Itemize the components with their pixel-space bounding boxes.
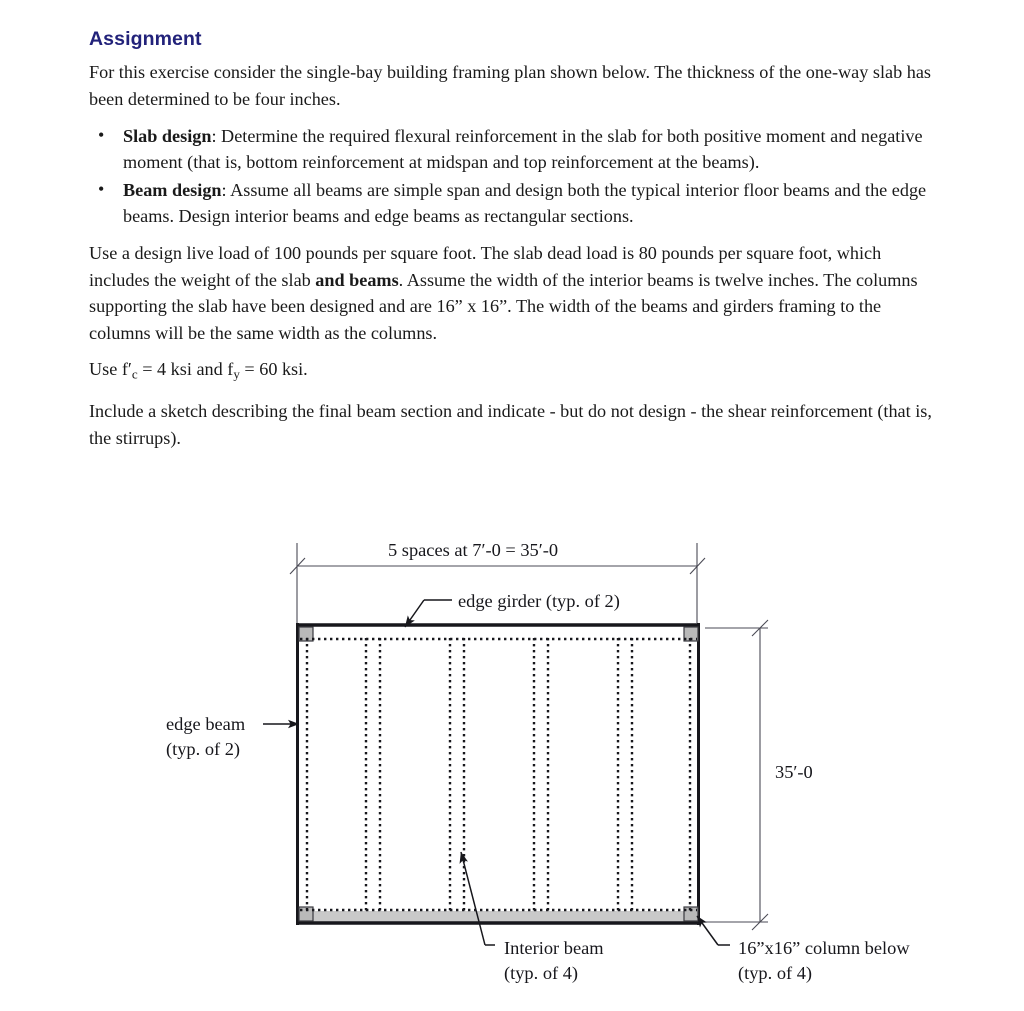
edge-girder-top: [296, 624, 700, 634]
loads-text-part2: . Assume the width of the interior beams is twelve inches. The columns supporting the slab have been designed and are 16” x 16”. The width of the beams and girders framing to the columns will be the same width as the columns.: [89, 269, 918, 343]
column-top-left: [299, 627, 313, 641]
loads-emphasis: and beams: [315, 269, 399, 290]
top-dimension-label: 5 spaces at 7′-0 = 35′-0: [388, 540, 559, 560]
edge-beam-label-line2: (typ. of 2): [166, 739, 241, 759]
edge-beam-label-line1: edge beam: [166, 714, 246, 734]
bullet-label: Slab design: [123, 125, 212, 146]
column-top-right: [684, 627, 698, 641]
dim-tick-top: [752, 620, 768, 636]
fc-subscript: c: [131, 366, 138, 382]
dim-tick-left: [290, 558, 305, 574]
bullet-text: : Assume all beams are simple span and design both the typical interior floor beams and the edge beams. Design interior beams and edge beams as rectangular sections.: [123, 179, 927, 227]
edge-girder-bottom: [296, 911, 700, 924]
interior-beam-leader-arrow: [461, 852, 485, 945]
right-dimension-label: 35′-0: [775, 762, 813, 782]
column-leader: [697, 916, 730, 945]
page-title: Assignment: [89, 28, 202, 50]
right-dimension-group: [705, 620, 768, 930]
dim-tick-bottom: [752, 914, 768, 930]
plan-outline: [296, 623, 700, 925]
sketch-paragraph: Include a sketch describing the final beam section and indicate - but do not design - the shear reinforcement (that is, the stirrups).: [89, 401, 932, 448]
edge-girder-leader: [405, 600, 452, 627]
hidden-line-group: [300, 638, 697, 912]
top-dimension-group: [290, 543, 705, 628]
column-bottom-left: [299, 907, 313, 921]
bullet-text: : Determine the required flexural reinforcement in the slab for both positive moment and negative moment (that is, bottom reinforcement at midspan and top reinforcement at the beams).: [123, 125, 923, 173]
list-item: [89, 123, 934, 176]
bullet-label: Beam design: [123, 179, 222, 200]
interior-beam-leader: [461, 852, 495, 945]
dim-tick-right: [690, 558, 705, 574]
intro-paragraph: For this exercise consider the single-bay building framing plan shown below. The thickness of the one-way slab has been determined to be four inches.: [89, 62, 931, 110]
interior-beam-label-line2: (typ. of 4): [504, 963, 579, 983]
column-bottom-right: [684, 907, 698, 921]
edge-girder-leader-arrow: [405, 600, 424, 627]
loads-text-part1: Use a design live load of 100 pounds per square foot. The slab dead load is 80 pounds per square foot, which includes the weight of the slab: [89, 242, 882, 290]
loads-paragraph: [89, 240, 934, 346]
edge-girder-label: edge girder (typ. of 2): [458, 591, 620, 611]
materials-paragraph: [89, 356, 934, 388]
requirements-list: [89, 123, 934, 230]
assignment-text-block: [89, 28, 934, 461]
interior-beam-label-line1: Interior beam: [504, 938, 604, 958]
column-leader-arrow: [697, 916, 718, 945]
materials-middle: = 4 ksi and f: [137, 359, 234, 380]
list-item: [89, 177, 934, 230]
slab-area: [296, 623, 700, 925]
materials-prefix: Use f′: [89, 359, 132, 380]
column-group: [299, 627, 698, 921]
column-label-line1: 16”x16” column below: [738, 938, 910, 958]
column-label-line2: (typ. of 4): [738, 963, 813, 983]
materials-suffix: = 60 ksi.: [239, 359, 308, 380]
fy-subscript: y: [233, 366, 240, 382]
